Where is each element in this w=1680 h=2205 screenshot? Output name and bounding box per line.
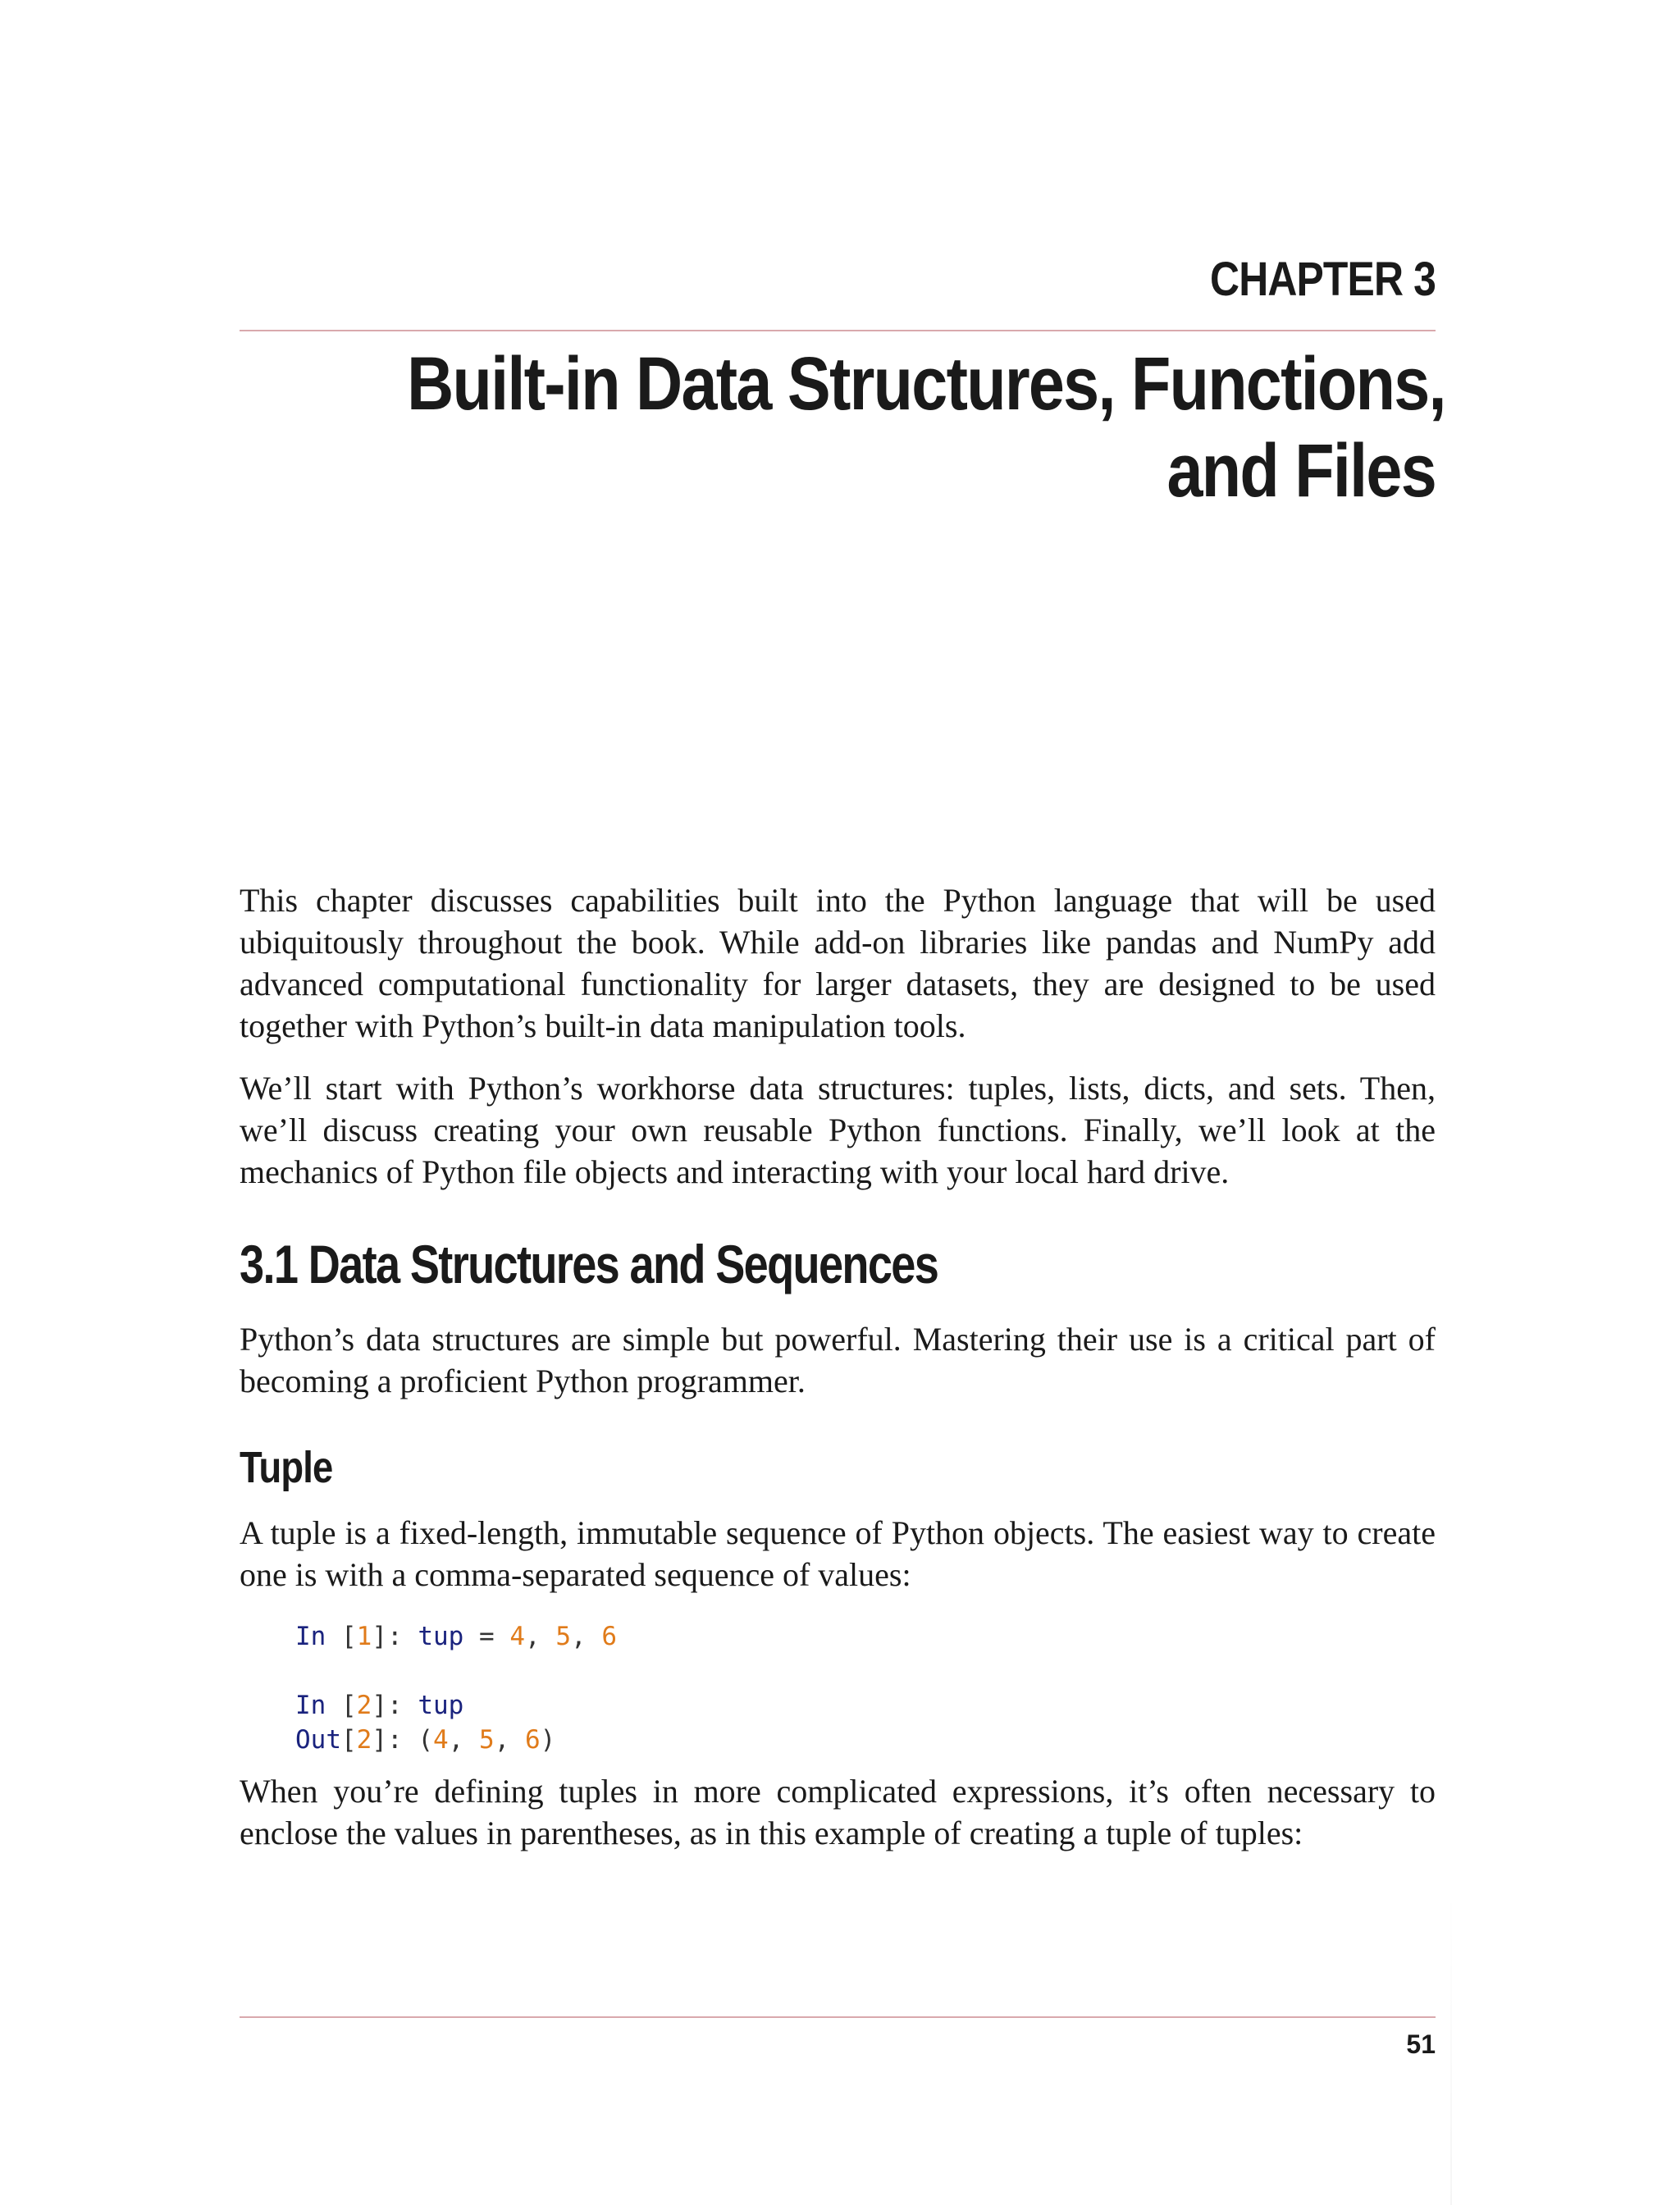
section-heading: 3.1 Data Structures and Sequences <box>240 1234 938 1294</box>
chapter-label: CHAPTER 3 <box>1210 253 1436 306</box>
code-line-2: In [2]: tup <box>295 1691 464 1720</box>
tuple-paragraph-1-block <box>240 1512 1436 1596</box>
subsection-heading: Tuple <box>240 1443 333 1492</box>
intro-paragraph-2-block <box>240 1067 1436 1193</box>
chapter-divider <box>240 330 1436 331</box>
footer-divider <box>240 2016 1436 2018</box>
section-paragraph-block <box>240 1318 1436 1402</box>
tuple-paragraph-2-block <box>240 1770 1436 1854</box>
intro-paragraph-1: This chapter discusses capabilities built into the Python language that will be used ubiquitously throughout the book. While add-on libraries like pandas and NumPy add advanced computational functionality for larger datasets, they are designed to be used together with Python’s built-in data manipulation tools. <box>240 882 1436 1044</box>
page-number: 51 <box>1406 2029 1436 2059</box>
code-line-1: In [1]: tup = 4, 5, 6 <box>295 1622 618 1651</box>
chapter-title-line-2: and Files <box>1166 429 1436 513</box>
section-paragraph: Python’s data structures are simple but powerful. Mastering their use is a critical part of becoming a proficient Python programmer. <box>240 1321 1436 1399</box>
code-line-3: Out[2]: (4, 5, 6) <box>295 1725 556 1755</box>
subsection-heading-block <box>240 1445 1436 1490</box>
page-edge-shadow <box>1450 1887 1452 2205</box>
tuple-paragraph-2: When you’re defining tuples in more complicated expressions, it’s often necessary to enclose the values in parentheses, as in this example of creating a tuple of tuples: <box>240 1773 1436 1851</box>
intro-paragraph-1-block <box>240 879 1436 1047</box>
tuple-paragraph-1: A tuple is a fixed-length, immutable sequence of Python objects. The easiest way to create one is with a comma-separated sequence of values: <box>240 1514 1436 1593</box>
section-heading-block <box>240 1234 1436 1294</box>
intro-paragraph-2: We’ll start with Python’s workhorse data structures: tuples, lists, dicts, and sets. Then, we’ll discuss creating your own reusable Python functions. Finally, we’ll look at the mechanics of Python file objects and interacting with your local hard drive. <box>240 1070 1436 1190</box>
chapter-title <box>407 340 1445 514</box>
chapter-title-line-1: Built-in Data Structures, Functions, <box>407 342 1445 426</box>
